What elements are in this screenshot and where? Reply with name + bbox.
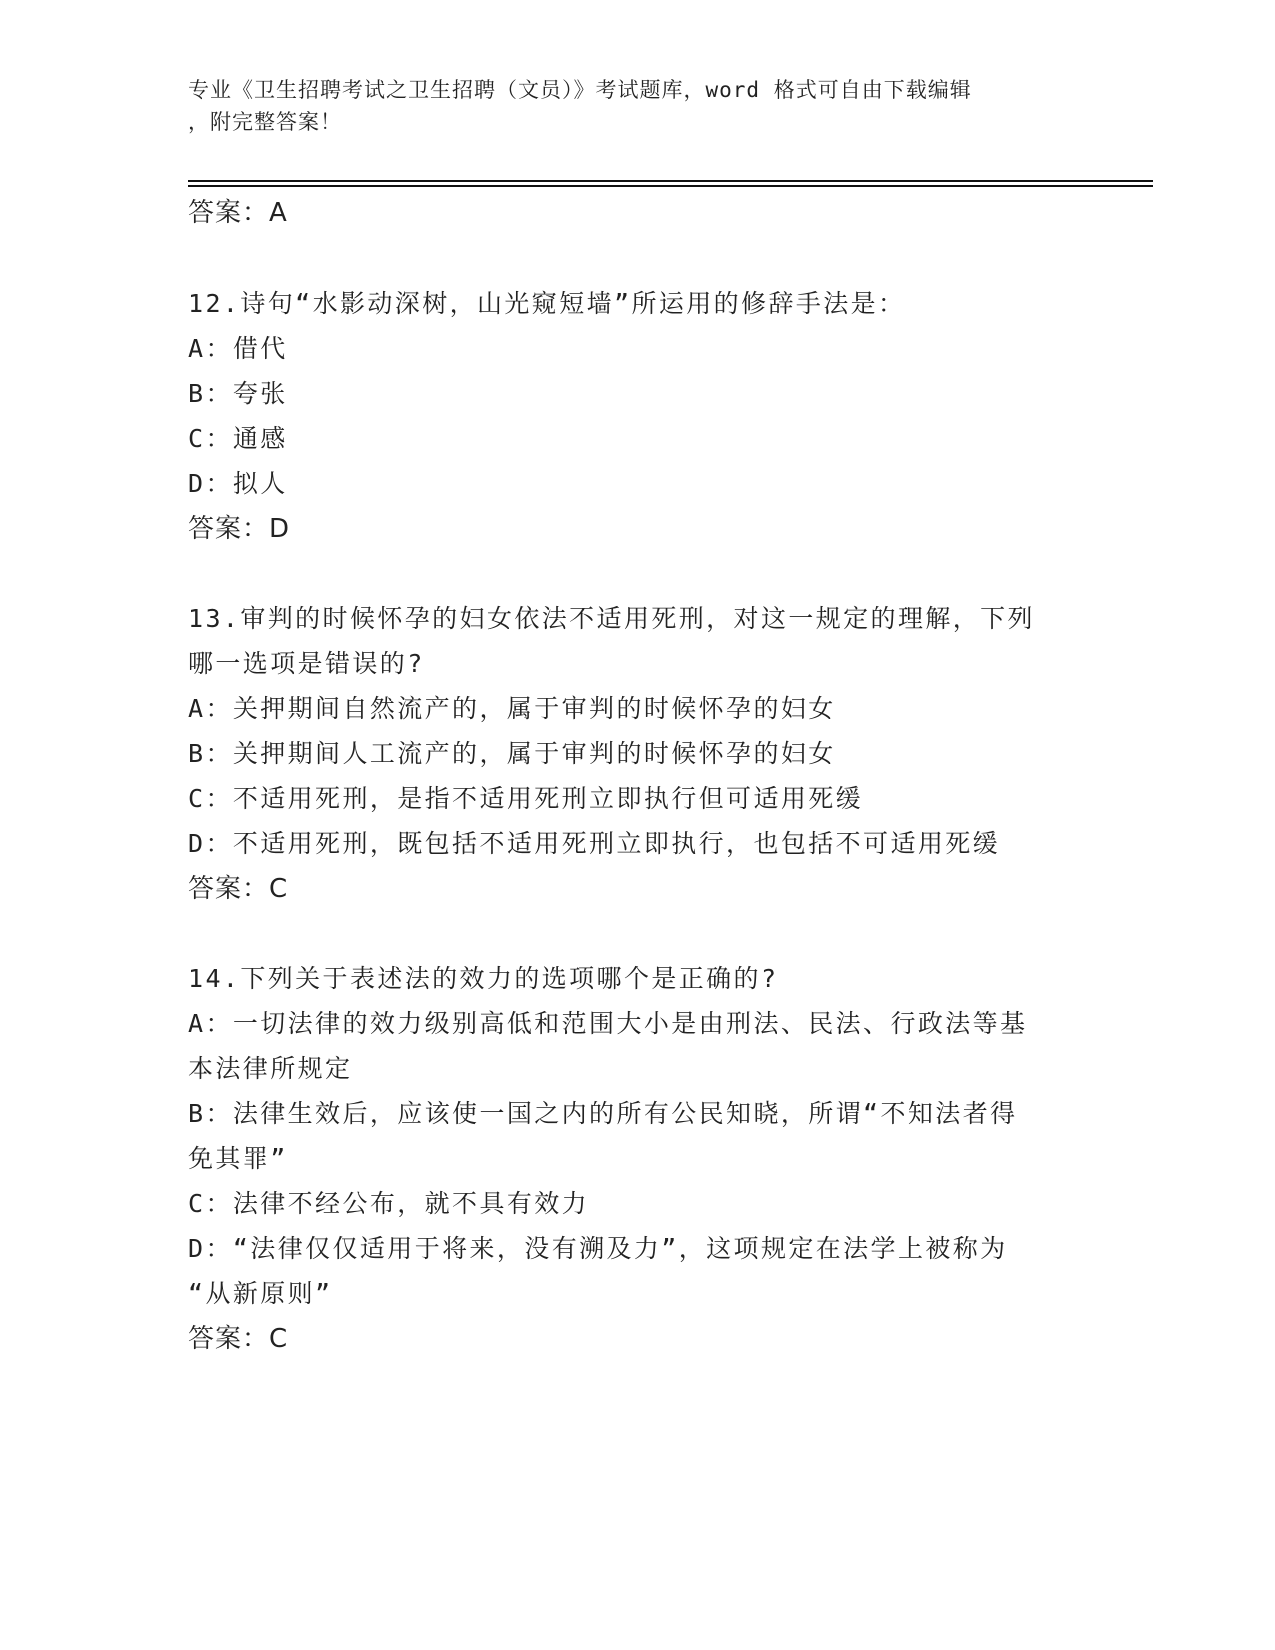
question-12 (188, 281, 1088, 552)
option-a-line-1: A：一切法律的效力级别高低和范围大小是由刑法、民法、行政法等基 (188, 1009, 1028, 1038)
option-b-line-2: 免其罪” (188, 1144, 288, 1173)
spacer (188, 236, 1088, 281)
option-d-line-1: D：“法律仅仅适用于将来，没有溯及力”，这项规定在法学上被称为 (188, 1234, 1008, 1263)
option-a: A：关押期间自然流产的，属于审判的时候怀孕的妇女 (188, 694, 836, 723)
question-stem: 12.诗句“水影动深树，山光窥短墙”所运用的修辞手法是： (188, 289, 906, 318)
option-c: C：法律不经公布，就不具有效力 (188, 1189, 590, 1218)
option-b: B：关押期间人工流产的，属于审判的时候怀孕的妇女 (188, 739, 836, 768)
question-list (188, 190, 1088, 1362)
option-d: D：拟人 (188, 469, 288, 498)
previous-answer: 答案：A (188, 198, 288, 228)
option-b-line-1: B：法律生效后，应该使一国之内的所有公民知晓，所谓“不知法者得 (188, 1099, 1018, 1128)
header-divider-top (188, 180, 1153, 182)
option-c: C：不适用死刑，是指不适用死刑立即执行但可适用死缓 (188, 784, 864, 813)
question-13 (188, 596, 1088, 912)
question-stem-line-2: 哪一选项是错误的? (188, 649, 425, 678)
spacer (188, 552, 1088, 596)
question-stem-line-1: 13.审判的时候怀孕的妇女依法不适用死刑，对这一规定的理解，下列 (188, 604, 1035, 633)
option-d: D：不适用死刑，既包括不适用死刑立即执行，也包括不可适用死缓 (188, 829, 1001, 858)
option-d-line-2: “从新原则” (188, 1279, 333, 1308)
option-b: B：夸张 (188, 379, 288, 408)
spacer (188, 912, 1088, 956)
answer: 答案：D (188, 514, 291, 544)
option-a-line-2: 本法律所规定 (188, 1054, 353, 1083)
header-divider-bottom (188, 185, 1153, 187)
answer: 答案：C (188, 1324, 289, 1354)
question-stem: 14.下列关于表述法的效力的选项哪个是正确的? (188, 964, 779, 993)
document-header (188, 74, 1088, 138)
option-a: A：借代 (188, 334, 288, 363)
option-c: C：通感 (188, 424, 288, 453)
question-14 (188, 956, 1088, 1362)
header-line-2: ，附完整答案！ (188, 110, 342, 134)
answer: 答案：C (188, 874, 289, 904)
header-line-1: 专业《卫生招聘考试之卫生招聘（文员）》考试题库，word 格式可自由下载编辑 (188, 78, 972, 102)
